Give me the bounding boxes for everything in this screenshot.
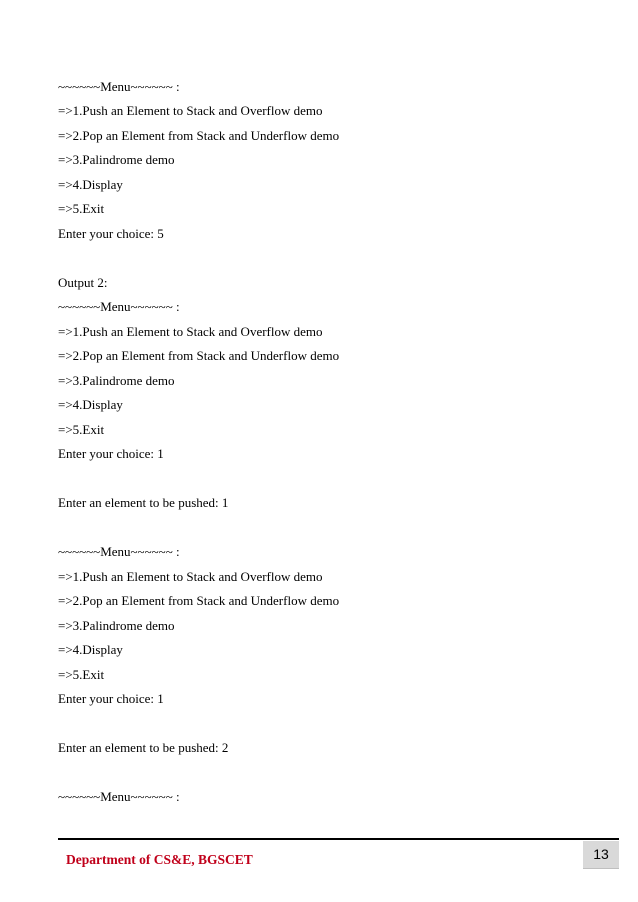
menu-option-palindrome: =>3.Palindrome demo bbox=[58, 152, 175, 167]
menu-header-line: ~~~~~~Menu~~~~~~ : bbox=[58, 79, 180, 94]
menu-option-palindrome: =>3.Palindrome demo bbox=[58, 373, 175, 388]
menu-option-pop: =>2.Pop an Element from Stack and Underflow demo bbox=[58, 593, 340, 608]
footer-department: Department of CS&E, BGSCET bbox=[66, 852, 253, 867]
output-heading: Output 2: bbox=[58, 275, 108, 290]
menu-header-line: ~~~~~~Menu~~~~~~ : bbox=[58, 789, 180, 804]
menu-option-display: =>4.Display bbox=[58, 642, 123, 657]
choice-prompt-line: Enter your choice: 5 bbox=[58, 226, 164, 241]
menu-header-line: ~~~~~~Menu~~~~~~ : bbox=[58, 544, 180, 559]
menu-option-display: =>4.Display bbox=[58, 397, 123, 412]
menu-header-line: ~~~~~~Menu~~~~~~ : bbox=[58, 299, 180, 314]
menu-option-exit: =>5.Exit bbox=[58, 201, 105, 216]
menu-option-push: =>1.Push an Element to Stack and Overflow demo bbox=[58, 324, 323, 339]
menu-option-exit: =>5.Exit bbox=[58, 422, 105, 437]
footer-divider bbox=[58, 838, 619, 840]
page-number: 13 bbox=[583, 841, 619, 869]
menu-option-exit: =>5.Exit bbox=[58, 667, 105, 682]
menu-option-push: =>1.Push an Element to Stack and Overflow demo bbox=[58, 103, 323, 118]
choice-prompt-line: Enter your choice: 1 bbox=[58, 446, 164, 461]
menu-option-pop: =>2.Pop an Element from Stack and Underflow demo bbox=[58, 128, 340, 143]
menu-option-palindrome: =>3.Palindrome demo bbox=[58, 618, 175, 633]
push-prompt-line: Enter an element to be pushed: 1 bbox=[58, 495, 229, 510]
menu-option-display: =>4.Display bbox=[58, 177, 123, 192]
menu-option-pop: =>2.Pop an Element from Stack and Underflow demo bbox=[58, 348, 340, 363]
menu-option-push: =>1.Push an Element to Stack and Overflow demo bbox=[58, 569, 323, 584]
push-prompt-line: Enter an element to be pushed: 2 bbox=[58, 740, 229, 755]
choice-prompt-line: Enter your choice: 1 bbox=[58, 691, 164, 706]
